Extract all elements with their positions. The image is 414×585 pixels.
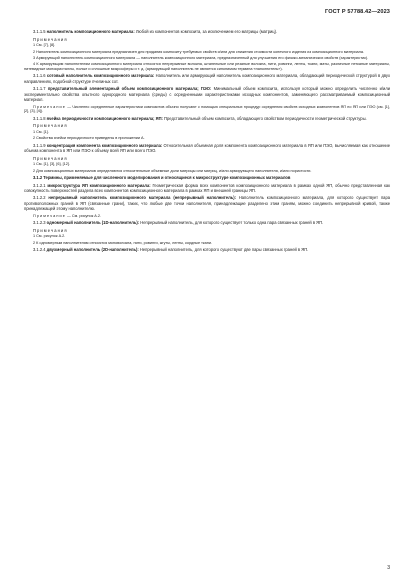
term-number: 3.1.2.4	[33, 246, 46, 252]
note-item: 1 См. [1], [3], [6], [12].	[33, 162, 71, 167]
term-definition: Минимальный объем композита, используя который можно определить численно и/или экспериментально свойства опытного однородного материала (среды) с осредненными характеристиками исходных компонентов, заменяющего рассматриваемый композиционный материал.	[24, 86, 390, 103]
note-label: Примечание	[33, 104, 66, 109]
term-name: представительный элементарный объем композиционного материала; ПЭО:	[47, 86, 212, 92]
page-header-standard-number: ГОСТ Р 57788.42—2023	[325, 9, 390, 15]
notes-heading: Примечания	[33, 36, 68, 42]
note-item: 3 Армирующий наполнитель композиционного материала — наполнитель композиционного материала, предназначенный для улучшения его физико-механических свойств (характеристик).	[33, 55, 369, 60]
section-title: Термины, применяемые для численного моделирования и относящиеся к микроструктуре композиционных материалов	[43, 175, 291, 181]
term-name: наполнитель композиционного материала:	[46, 29, 135, 34]
note-item: 1 См. [7], [8].	[33, 43, 56, 48]
term-number: 3.1.1.9	[33, 142, 46, 148]
term-definition: Наполнитель или армирующий наполнитель композиционного материала, обладающий периодической структурой в двух направлениях, подобной структуре пчелиных сот.	[24, 73, 391, 84]
term-name: ячейка периодичности композиционного материала; ЯП:	[46, 115, 163, 121]
note-text: — См. рисунок А.2.	[65, 213, 102, 218]
term-name: микроструктура ЯП композиционного материала:	[47, 182, 151, 188]
term-name: двухмерный наполнитель (2D-наполнитель):	[46, 246, 139, 252]
note-item: 4 К армирующим наполнителям композиционного материала относятся непрерывные волокна, штапельные или резаные волокна, нити, ровинги, ленты, ткани, маты, различные нетканые материалы, нитевидные монокристаллы, полые и сплошные микросферы и т. д. (армирующий наполнитель не является синонимом термина «наполнитель»).	[24, 62, 390, 72]
term-number: 3.1.1.6	[33, 73, 46, 79]
section-heading-3-1-2	[24, 175, 390, 180]
definition-3-1-1-5	[24, 29, 390, 34]
note-item: 2 Свойства ячейки периодичности приведены в приложении А.	[33, 136, 145, 141]
note-item: 1 См. рисунок А.2.	[33, 234, 66, 239]
note-item: 2 К одномерным наполнителям относятся моноволокна, нити, ровинги, жгуты, ленты, кордные ткани.	[33, 240, 213, 245]
term-definition: Геометрическая форма всех компонентов композиционного материала в рамках одной ЯП, обычно представленная как совокупность поверхностей раздела всех компонентов композиционного материала в рамках ЯП и внешней границы ЯП.	[24, 182, 390, 193]
notes-heading: Примечания	[33, 155, 68, 161]
definition-3-1-2-1	[24, 183, 390, 194]
term-definition: Непрерывный наполнитель, для которого существуют две пары связанных граней в ЯП.	[138, 246, 309, 252]
term-definition: Относительная объемная доля компонента композиционного материала в ЯП или ПЭО, вычисляемая как отношение объема компонента в ЯП или ПЭО к объему всей ЯП или всего ПЭО.	[24, 142, 390, 154]
document-body	[24, 29, 390, 254]
term-name: сотовый наполнитель композиционного материала:	[46, 73, 155, 79]
definition-3-1-1-6	[24, 73, 390, 84]
term-definition: Представительный объем композита, обладающего свойством периодичности геометрической структуры.	[162, 115, 367, 121]
definition-3-1-1-8	[24, 116, 390, 121]
inline-note	[24, 105, 390, 115]
term-number: 3.1.2.3	[33, 219, 46, 225]
note-label: Примечание	[33, 213, 66, 218]
section-number: 3.1.2	[33, 175, 43, 181]
term-name: одномерный наполнитель (1D-наполнитель):	[46, 219, 140, 225]
page-number: 3	[387, 565, 390, 571]
definition-3-1-2-4	[24, 247, 390, 252]
definition-3-1-1-9	[24, 143, 390, 154]
notes-heading: Примечания	[33, 227, 68, 233]
term-name: непрерывный наполнитель композиционного материала (непрерывный наполнитель):	[48, 195, 236, 201]
inline-note	[24, 214, 390, 219]
definition-3-1-2-2	[24, 195, 390, 211]
term-number: 3.1.2.2	[33, 195, 46, 201]
term-definition: Наполнитель композиционного материала, для которого существует пара противоположных граней в ЯП (связанные грани), таких, что любые две точки наполнителя, принадлежащие разделено этим граням, можно соединить непрерывной кривой, также принадлежащей этому наполнителю.	[24, 195, 390, 212]
term-number: 3.1.1.8	[33, 115, 46, 121]
note-text: — Численно осредненные характеристики композитов обычно получают с помощью специальных процедур осреднения свойств исходных компонентов ЯП по ЯП или ПЭО (см. [1], [2], [3], [4]).	[24, 104, 390, 114]
term-name: концентрация компонента композиционного материала:	[46, 142, 163, 148]
term-number: 3.1.1.7	[33, 86, 46, 92]
note-item: 1 См. [1].	[33, 130, 49, 135]
notes-heading: Примечания	[33, 123, 68, 129]
term-number: 3.1.2.1	[33, 182, 46, 188]
note-item: 2 Для композиционных материалов определяются относительные объемные доли матрицы или матриц, и/или армирующего наполнителя, и/или пористости.	[33, 168, 312, 173]
note-item: 2 Наполнитель композиционного материала предназначен для придания композиту требуемых свойств и/или для снижения стоимости конечного изделия из композиционного материала.	[33, 49, 364, 54]
term-number: 3.1.1.5	[33, 29, 46, 34]
term-definition: Непрерывный наполнитель, для которого существует только одна пара связанных граней в ЯП.	[139, 219, 324, 225]
term-definition: Любой из компонентов композита, за исключением его матрицы (матриц).	[134, 29, 278, 34]
definition-3-1-1-7	[24, 86, 390, 102]
definition-3-1-2-3	[24, 220, 390, 225]
